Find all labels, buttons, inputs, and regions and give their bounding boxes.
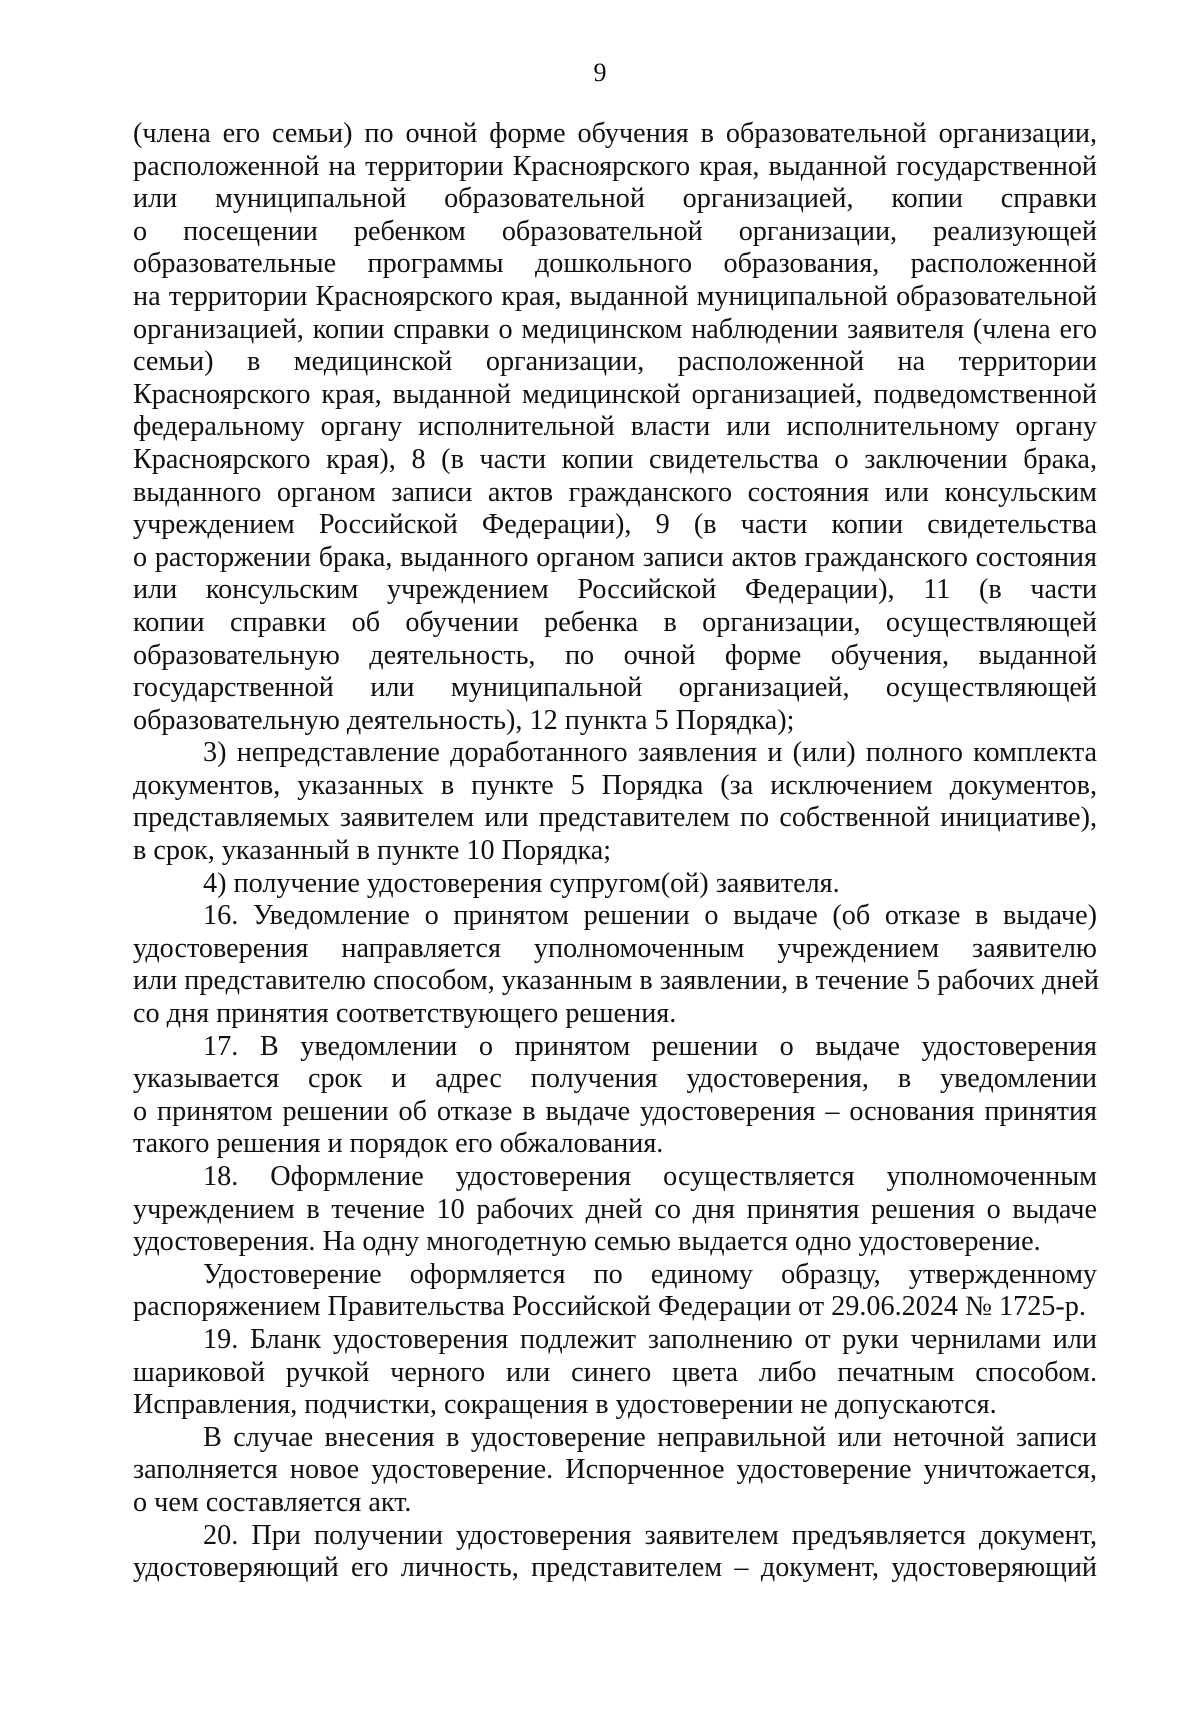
text-line: организацией, копии справки о медицинском наблюдении заявителя (члена его <box>133 313 1097 345</box>
text-line: о принятом решении об отказе в выдаче удостоверения – основания принятия <box>133 1095 1097 1127</box>
paragraph-line: В случае внесения в удостоверение неправильной или неточной записи <box>203 1421 1097 1453</box>
clause-16-line: 16. Уведомление о принятом решении о выдаче (об отказе в выдаче) <box>203 900 1097 932</box>
text-line: (члена его семьи) по очной форме обучения в образовательной организации, <box>133 118 1097 149</box>
text-line: копии справки об обучении ребенка в организации, осуществляющей <box>133 606 1097 638</box>
text-line: документов, указанных в пункте 5 Порядка (за исключением документов, <box>133 769 1097 801</box>
text-line: удостоверения. На одну многодетную семью выдается одно удостоверение. <box>133 1226 1041 1258</box>
text-line: удостоверения направляется уполномоченным учреждением заявителю <box>133 932 1097 964</box>
text-line: заполняется новое удостоверение. Испорченное удостоверение уничтожается, <box>133 1454 1097 1486</box>
text-line: о чем составляется акт. <box>133 1486 412 1518</box>
text-line: учреждением в течение 10 рабочих дней со дня принятия решения о выдаче <box>133 1193 1097 1225</box>
clause-18-line: 18. Оформление удостоверения осуществляется уполномоченным <box>203 1161 1097 1192</box>
text-line: на территории Красноярского края, выданной муниципальной образовательной <box>133 280 1097 312</box>
text-line: или представителю способом, указанным в заявлении, в течение 5 рабочих дней <box>133 965 1099 997</box>
text-line: федеральному органу исполнительной власти или исполнительному органу <box>133 411 1097 443</box>
text-line: шариковой ручкой черного или синего цвета либо печатным способом. <box>133 1356 1097 1388</box>
text-line: со дня принятия соответствующего решения. <box>133 998 677 1030</box>
list-item-4-line: 4) получение удостоверения супругом(ой) заявителя. <box>203 867 840 899</box>
text-line: о посещении ребенком образовательной организации, реализующей <box>133 215 1097 247</box>
text-line: образовательные программы дошкольного образования, расположенной <box>133 248 1097 280</box>
text-line: образовательную деятельность), 12 пункта 5 Порядка); <box>133 704 795 736</box>
paragraph-line: Удостоверение оформляется по единому образцу, утвержденному <box>203 1258 1097 1290</box>
text-line: Красноярского края), 8 (в части копии свидетельства о заключении брака, <box>133 443 1097 475</box>
text-line: Красноярского края, выданной медицинской организацией, подведомственной <box>133 378 1097 410</box>
text-line: государственной или муниципальной организацией, осуществляющей <box>133 672 1097 704</box>
text-line: о расторжении брака, выданного органом записи актов гражданского состояния <box>133 541 1097 573</box>
text-line: семьи) в медицинской организации, расположенной на территории <box>133 346 1097 378</box>
text-line: образовательную деятельность, по очной форме обучения, выданной <box>133 639 1097 671</box>
text-line: распоряжением Правительства Российской Федерации от 29.06.2024 № 1725-р. <box>133 1291 1086 1323</box>
list-item-3-line: 3) непредставление доработанного заявления и (или) полного комплекта <box>203 737 1097 769</box>
document-body <box>133 118 1097 1585</box>
clause-19-line: 19. Бланк удостоверения подлежит заполнению от руки чернилами или <box>203 1323 1097 1355</box>
text-line: расположенной на территории Красноярского края, выданной государственной <box>133 150 1097 182</box>
page-number: 9 <box>593 58 607 87</box>
clause-17-line: 17. В уведомлении о принятом решении о выдаче удостоверения <box>203 1030 1097 1062</box>
text-line: или консульским учреждением Российской Федерации), 11 (в части <box>133 574 1097 606</box>
text-line: учреждением Российской Федерации), 9 (в части копии свидетельства <box>133 509 1097 541</box>
text-line: такого решения и порядок его обжалования. <box>133 1128 664 1160</box>
text-line: представляемых заявителем или представителем по собственной инициативе), <box>133 802 1097 834</box>
text-line: удостоверяющий его личность, представителем – документ, удостоверяющий <box>133 1552 1097 1584</box>
text-line: указывается срок и адрес получения удостоверения, в уведомлении <box>133 1063 1097 1095</box>
text-line: Исправления, подчистки, сокращения в удостоверении не допускаются. <box>133 1389 997 1421</box>
text-line: в срок, указанный в пункте 10 Порядка; <box>133 835 612 867</box>
text-line: или муниципальной образовательной организацией, копии справки <box>133 183 1097 215</box>
clause-20-line: 20. При получении удостоверения заявителем предъявляется документ, <box>203 1519 1097 1551</box>
text-line: выданного органом записи актов гражданского состояния или консульским <box>133 476 1097 508</box>
